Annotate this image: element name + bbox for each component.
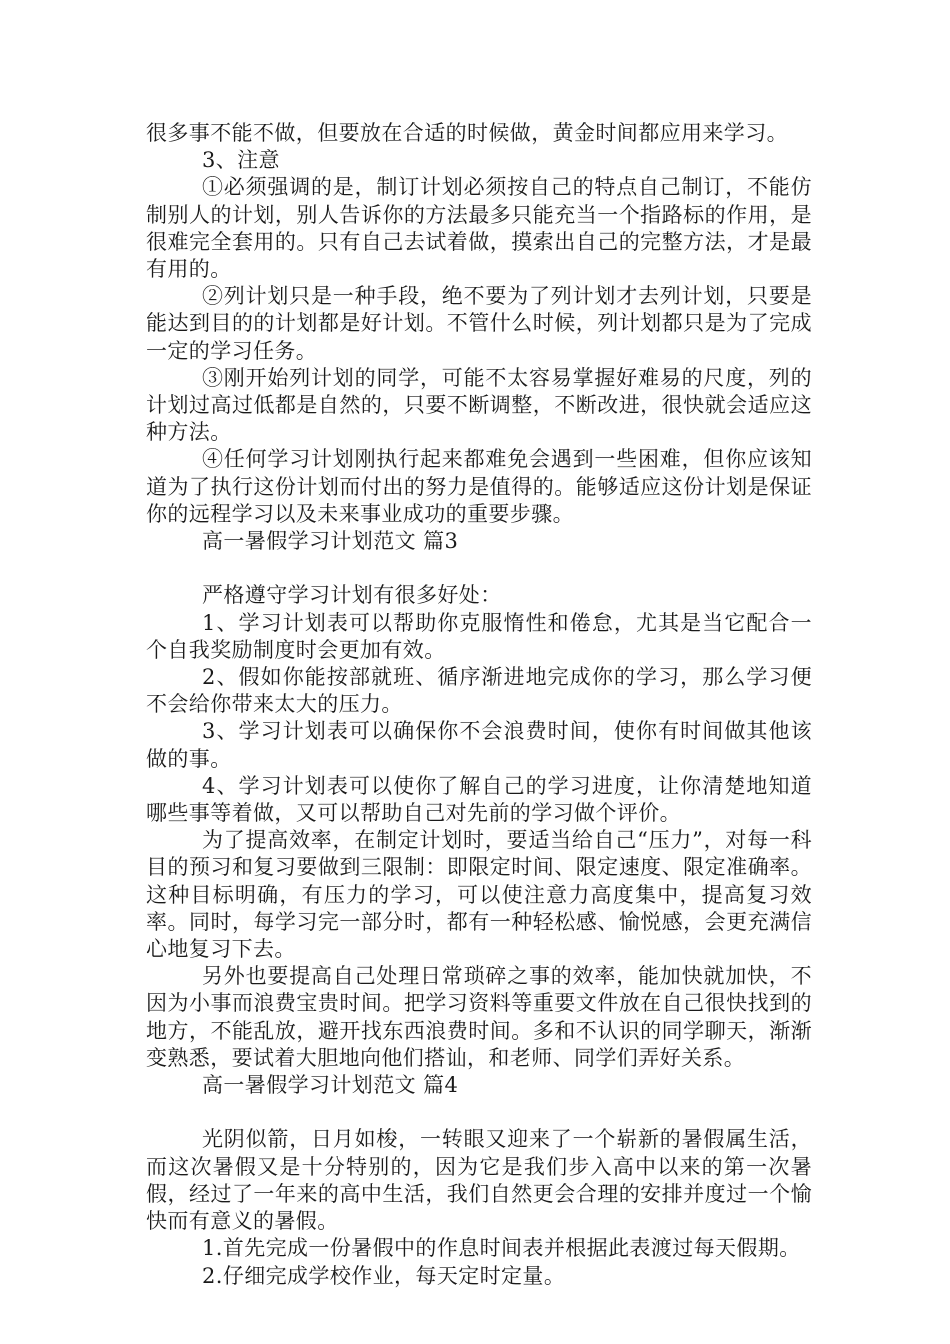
paragraph-note-1: ①必须强调的是，制订计划必须按自己的特点自己制订，不能仿制别人的计划，别人告诉你的方法最多只能充当一个指路标的作用，是很难完全套用的。只有自己去试着做，摸索出自己的完整方法，才是最有用的。	[146, 175, 812, 282]
paragraph-benefits-intro: 严格遵守学习计划有很多好处：	[202, 583, 502, 608]
paragraph-note-3: ③刚开始列计划的同学，可能不太容易掌握好难易的尺度，列的计划过高过低都是自然的，只要不断调整，不断改进，很快就会适应这种方法。	[146, 365, 812, 445]
document-page	[146, 120, 812, 1290]
paragraph-summer-intro: 光阴似箭，日月如梭，一转眼又迎来了一个崭新的暑假属生活，而这次暑假又是十分特别的，因为它是我们步入高中以来的第一次暑假，经过了一年来的高中生活，我们自然更会合理的安排并度过一个愉快而有意义的暑假。	[146, 1127, 812, 1234]
paragraph-intro: 很多事不能不做，但要放在合适的时候做，黄金时间都应用来学习。	[146, 121, 788, 145]
paragraph-note-2: ②列计划只是一种手段，绝不要为了列计划才去列计划，只要是能达到目的的计划都是好计划。不管什么时候，列计划都只是为了完成一定的学习任务。	[146, 284, 812, 363]
paragraph-benefit-2: 2、假如你能按部就班、循序渐进地完成你的学习，那么学习便不会给你带来太大的压力。	[146, 665, 812, 717]
paragraph-benefit-1: 1、学习计划表可以帮助你克服惰性和倦怠，尤其是当它配合一个自我奖励制度时会更加有效。	[146, 610, 812, 662]
blank-line	[146, 555, 812, 582]
article-heading-3: 高一暑假学习计划范文 篇3	[202, 529, 459, 554]
paragraph-plan-item-1: 1.首先完成一份暑假中的作息时间表并根据此表渡过每天假期。	[202, 1236, 801, 1261]
paragraph-plan-item-2: 2.仔细完成学校作业，每天定时定量。	[202, 1263, 566, 1288]
paragraph-benefit-4: 4、学习计划表可以使你了解自己的学习进度，让你清楚地知道哪些事等着做，又可以帮助自己对先前的学习做个评价。	[146, 773, 812, 826]
article-heading-4: 高一暑假学习计划范文 篇4	[202, 1073, 459, 1098]
paragraph-daily-tasks: 另外也要提高自己处理日常琐碎之事的效率，能加快就加快，不因为小事而浪费宝贵时间。把学习资料等重要文件放在自己很快找到的地方，不能乱放，避开找东西浪费时间。多和不认识的同学聊天，渐渐变熟悉，要试着大胆地向他们搭讪，和老师、同学们弄好关系。	[146, 964, 812, 1070]
blank-line	[146, 1099, 812, 1126]
paragraph-benefit-3: 3、学习计划表可以确保你不会浪费时间，使你有时间做其他该做的事。	[146, 719, 812, 771]
section-heading-notes: 3、注意	[202, 148, 280, 173]
paragraph-efficiency: 为了提高效率，在制定计划时，要适当给自己“压力”，对每一科目的预习和复习要做到三限制：即限定时间、限定速度、限定准确率。这种目标明确，有压力的学习，可以使注意力高度集中，提高复习效率。同时，每学习完一部分时，都有一种轻松感、愉悦感，会更充满信心地复习下去。	[146, 828, 812, 962]
paragraph-note-4: ④任何学习计划刚执行起来都难免会遇到一些困难，但你应该知道为了执行这份计划而付出的努力是值得的。能够适应这份计划是保证你的远程学习以及未来事业成功的重要步骤。	[146, 447, 812, 526]
